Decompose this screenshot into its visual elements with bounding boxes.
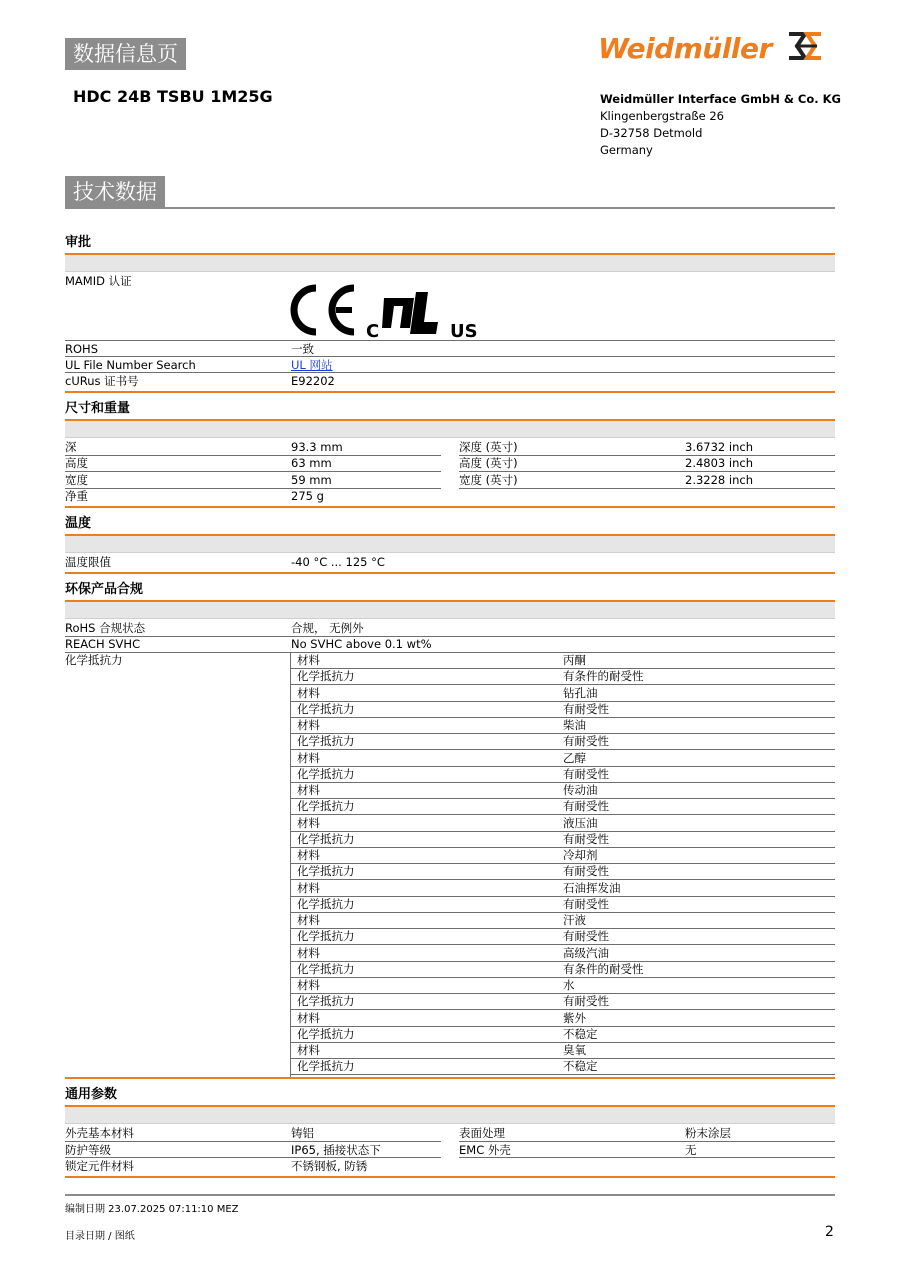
cert-us-label: US	[450, 321, 478, 338]
dimensions-section	[65, 391, 835, 438]
chem-row	[291, 685, 835, 702]
chem-row-value: 有耐受性	[563, 766, 609, 781]
chem-row-key: 材料	[297, 783, 320, 797]
chem-row-key: 材料	[297, 978, 320, 992]
catalog-date: 目录日期 / 图纸	[65, 1231, 135, 1242]
chem-row-value: 冷却剂	[563, 848, 598, 862]
chem-row	[291, 1010, 835, 1027]
dim-weight-value: 275 g	[291, 489, 324, 503]
dim-width-value: 59 mm	[291, 473, 332, 487]
rohs-label: ROHS	[65, 342, 98, 356]
chem-row	[291, 782, 835, 799]
page-tag: 数据信息页	[65, 38, 186, 70]
tech-data-tag: 技术数据	[65, 176, 165, 208]
environment-heading: 环保产品合规	[65, 582, 144, 597]
general-section	[65, 1077, 835, 1124]
chem-row	[291, 945, 835, 962]
chem-row-value: 有条件的耐受性	[563, 961, 644, 976]
chem-row	[291, 928, 835, 945]
surface-value: 粉末涂层	[685, 1126, 731, 1140]
cert-marks	[290, 282, 480, 338]
protection-label: 防护等级	[65, 1143, 111, 1157]
temperature-section	[65, 506, 835, 553]
company-country: Germany	[600, 143, 653, 157]
chem-row-key: 材料	[297, 1010, 320, 1025]
chem-row	[291, 961, 835, 978]
chem-row	[291, 896, 835, 913]
dim-height-value: 63 mm	[291, 456, 332, 470]
approvals-section	[65, 233, 835, 272]
chem-row-value: 紫外	[563, 1010, 586, 1025]
chem-row-key: 化学抵抗力	[297, 734, 355, 749]
chem-row-value: 有耐受性	[563, 831, 609, 846]
chem-row-value: 有耐受性	[563, 701, 609, 716]
cert-c-label: C	[366, 321, 380, 338]
dimensions-heading: 尺寸和重量	[65, 401, 131, 416]
chem-row	[291, 912, 835, 929]
chem-row-key: 材料	[297, 848, 320, 862]
housing-material-value: 铸铝	[291, 1126, 314, 1140]
chem-row	[291, 1026, 835, 1043]
chem-row-value: 钻孔油	[563, 685, 598, 700]
reach-label: REACH SVHC	[65, 637, 141, 651]
chem-row-value: 有耐受性	[563, 734, 609, 749]
dim-weight-label: 净重	[65, 489, 88, 503]
approvals-heading: 审批	[65, 235, 92, 250]
dim-depth-label: 深	[65, 440, 77, 454]
company-address	[600, 91, 841, 159]
dim-depth-inch-label: 深度 (英寸)	[459, 440, 518, 454]
chem-row-value: 有耐受性	[563, 799, 609, 814]
general-heading: 通用参数	[65, 1087, 118, 1102]
chem-row	[291, 1042, 835, 1059]
created-date: 编制日期 23.07.2025 07:11:10 MEZ	[65, 1204, 239, 1215]
chem-row-key: 材料	[297, 1043, 320, 1057]
rohs-value: 一致	[291, 342, 314, 356]
lock-material-value: 不锈钢板, 防锈	[291, 1159, 368, 1173]
protection-value: IP65, 插接状态下	[291, 1143, 381, 1157]
chem-row-key: 材料	[297, 653, 320, 667]
chem-row-value: 不稳定	[563, 1059, 598, 1074]
chem-row	[291, 798, 835, 815]
chem-row-value: 有耐受性	[563, 896, 609, 911]
chem-row-value: 乙醇	[563, 750, 586, 765]
chem-row	[291, 815, 835, 832]
housing-material-label: 外壳基本材料	[65, 1126, 134, 1140]
chem-row-key: 化学抵抗力	[297, 1059, 355, 1074]
chem-row-key: 化学抵抗力	[297, 961, 355, 976]
chem-row-value: 有耐受性	[563, 864, 609, 879]
chem-row	[291, 668, 835, 685]
chem-row-value: 有耐受性	[563, 929, 609, 944]
product-title: HDC 24B TSBU 1M25G	[73, 87, 273, 106]
ce-mark-icon	[294, 288, 354, 332]
company-street: Klingenbergstraße 26	[600, 109, 724, 123]
surface-label: 表面处理	[459, 1126, 505, 1140]
chem-row	[291, 831, 835, 848]
chem-row-key: 材料	[297, 750, 320, 765]
chem-row-value: 汗液	[563, 913, 586, 927]
chem-row-key: 材料	[297, 718, 320, 732]
chem-row-value: 传动油	[563, 783, 598, 797]
chem-row	[291, 733, 835, 750]
dim-height-label: 高度	[65, 456, 88, 470]
dim-depth-value: 93.3 mm	[291, 440, 343, 454]
chem-row	[291, 1058, 835, 1075]
reach-value: No SVHC above 0.1 wt%	[291, 637, 432, 651]
chem-row	[291, 880, 835, 897]
page-number: 2	[825, 1224, 834, 1240]
chem-row	[291, 652, 835, 669]
approval-label: MAMID 认证	[65, 274, 132, 288]
chem-row	[291, 863, 835, 880]
chem-row-key: 材料	[297, 815, 320, 830]
chem-row-key: 化学抵抗力	[297, 831, 355, 846]
chem-row-key: 化学抵抗力	[297, 799, 355, 814]
chem-row-key: 化学抵抗力	[297, 864, 355, 879]
chem-row	[291, 993, 835, 1010]
temp-limit-label: 温度限值	[65, 555, 111, 569]
dim-depth-inch-value: 3.6732 inch	[685, 440, 753, 454]
ul-mark-icon	[382, 292, 438, 334]
chem-row-value: 高级汽油	[563, 945, 609, 960]
emc-label: EMC 外壳	[459, 1143, 511, 1157]
dim-width-inch-value: 2.3228 inch	[685, 473, 753, 487]
chem-row-value: 石油挥发油	[563, 880, 621, 895]
chem-row-key: 化学抵抗力	[297, 766, 355, 781]
tech-divider	[65, 207, 835, 209]
chem-row-value: 有条件的耐受性	[563, 669, 644, 684]
ul-file-label: UL File Number Search	[65, 358, 196, 372]
chem-row	[291, 766, 835, 783]
temperature-heading: 温度	[65, 516, 92, 531]
chem-row	[291, 750, 835, 767]
chem-row-value: 有耐受性	[563, 994, 609, 1009]
temp-limit-value: -40 °C ... 125 °C	[291, 555, 385, 569]
chem-row-value: 丙酮	[563, 653, 586, 667]
environment-section	[65, 572, 835, 619]
chem-row-key: 化学抵抗力	[297, 669, 355, 684]
chem-resistance-label: 化学抵抗力	[65, 653, 123, 667]
chem-row	[291, 847, 835, 864]
chem-row-key: 化学抵抗力	[297, 896, 355, 911]
chem-row-key: 材料	[297, 685, 320, 700]
rohs-status-value: 合规， 无例外	[291, 621, 364, 635]
dim-height-inch-label: 高度 (英寸)	[459, 456, 518, 470]
chem-row-key: 材料	[297, 880, 320, 895]
dim-height-inch-value: 2.4803 inch	[685, 456, 753, 470]
lock-material-label: 锁定元件材料	[65, 1159, 134, 1173]
chem-row-value: 柴油	[563, 718, 586, 732]
chem-row-value: 液压油	[563, 815, 598, 830]
chem-row-key: 化学抵抗力	[297, 1026, 355, 1041]
company-city: D-32758 Detmold	[600, 126, 703, 140]
logo-mark-icon	[787, 30, 823, 62]
weidmuller-logo	[598, 30, 823, 65]
company-name: Weidmüller Interface GmbH & Co. KG	[600, 92, 841, 106]
chem-row-key: 化学抵抗力	[297, 929, 355, 944]
emc-value: 无	[685, 1143, 697, 1157]
chem-row-key: 材料	[297, 913, 320, 927]
chem-row	[291, 701, 835, 718]
curus-label: cURus 证书号	[65, 374, 139, 388]
chem-row	[291, 717, 835, 734]
chem-row-value: 臭氧	[563, 1043, 586, 1057]
chem-row-key: 化学抵抗力	[297, 701, 355, 716]
chem-row-value: 水	[563, 978, 575, 992]
dim-width-inch-label: 宽度 (英寸)	[459, 473, 518, 487]
chem-row-key: 材料	[297, 945, 320, 960]
logo-text: Weidmüller	[598, 32, 772, 65]
rohs-status-label: RoHS 合规状态	[65, 621, 146, 635]
ul-website-link[interactable]: UL 网站	[291, 358, 333, 372]
dim-width-label: 宽度	[65, 473, 88, 487]
curus-value: E92202	[291, 374, 335, 388]
chem-row-value: 不稳定	[563, 1026, 598, 1041]
chem-row	[291, 977, 835, 994]
chem-row-key: 化学抵抗力	[297, 994, 355, 1009]
